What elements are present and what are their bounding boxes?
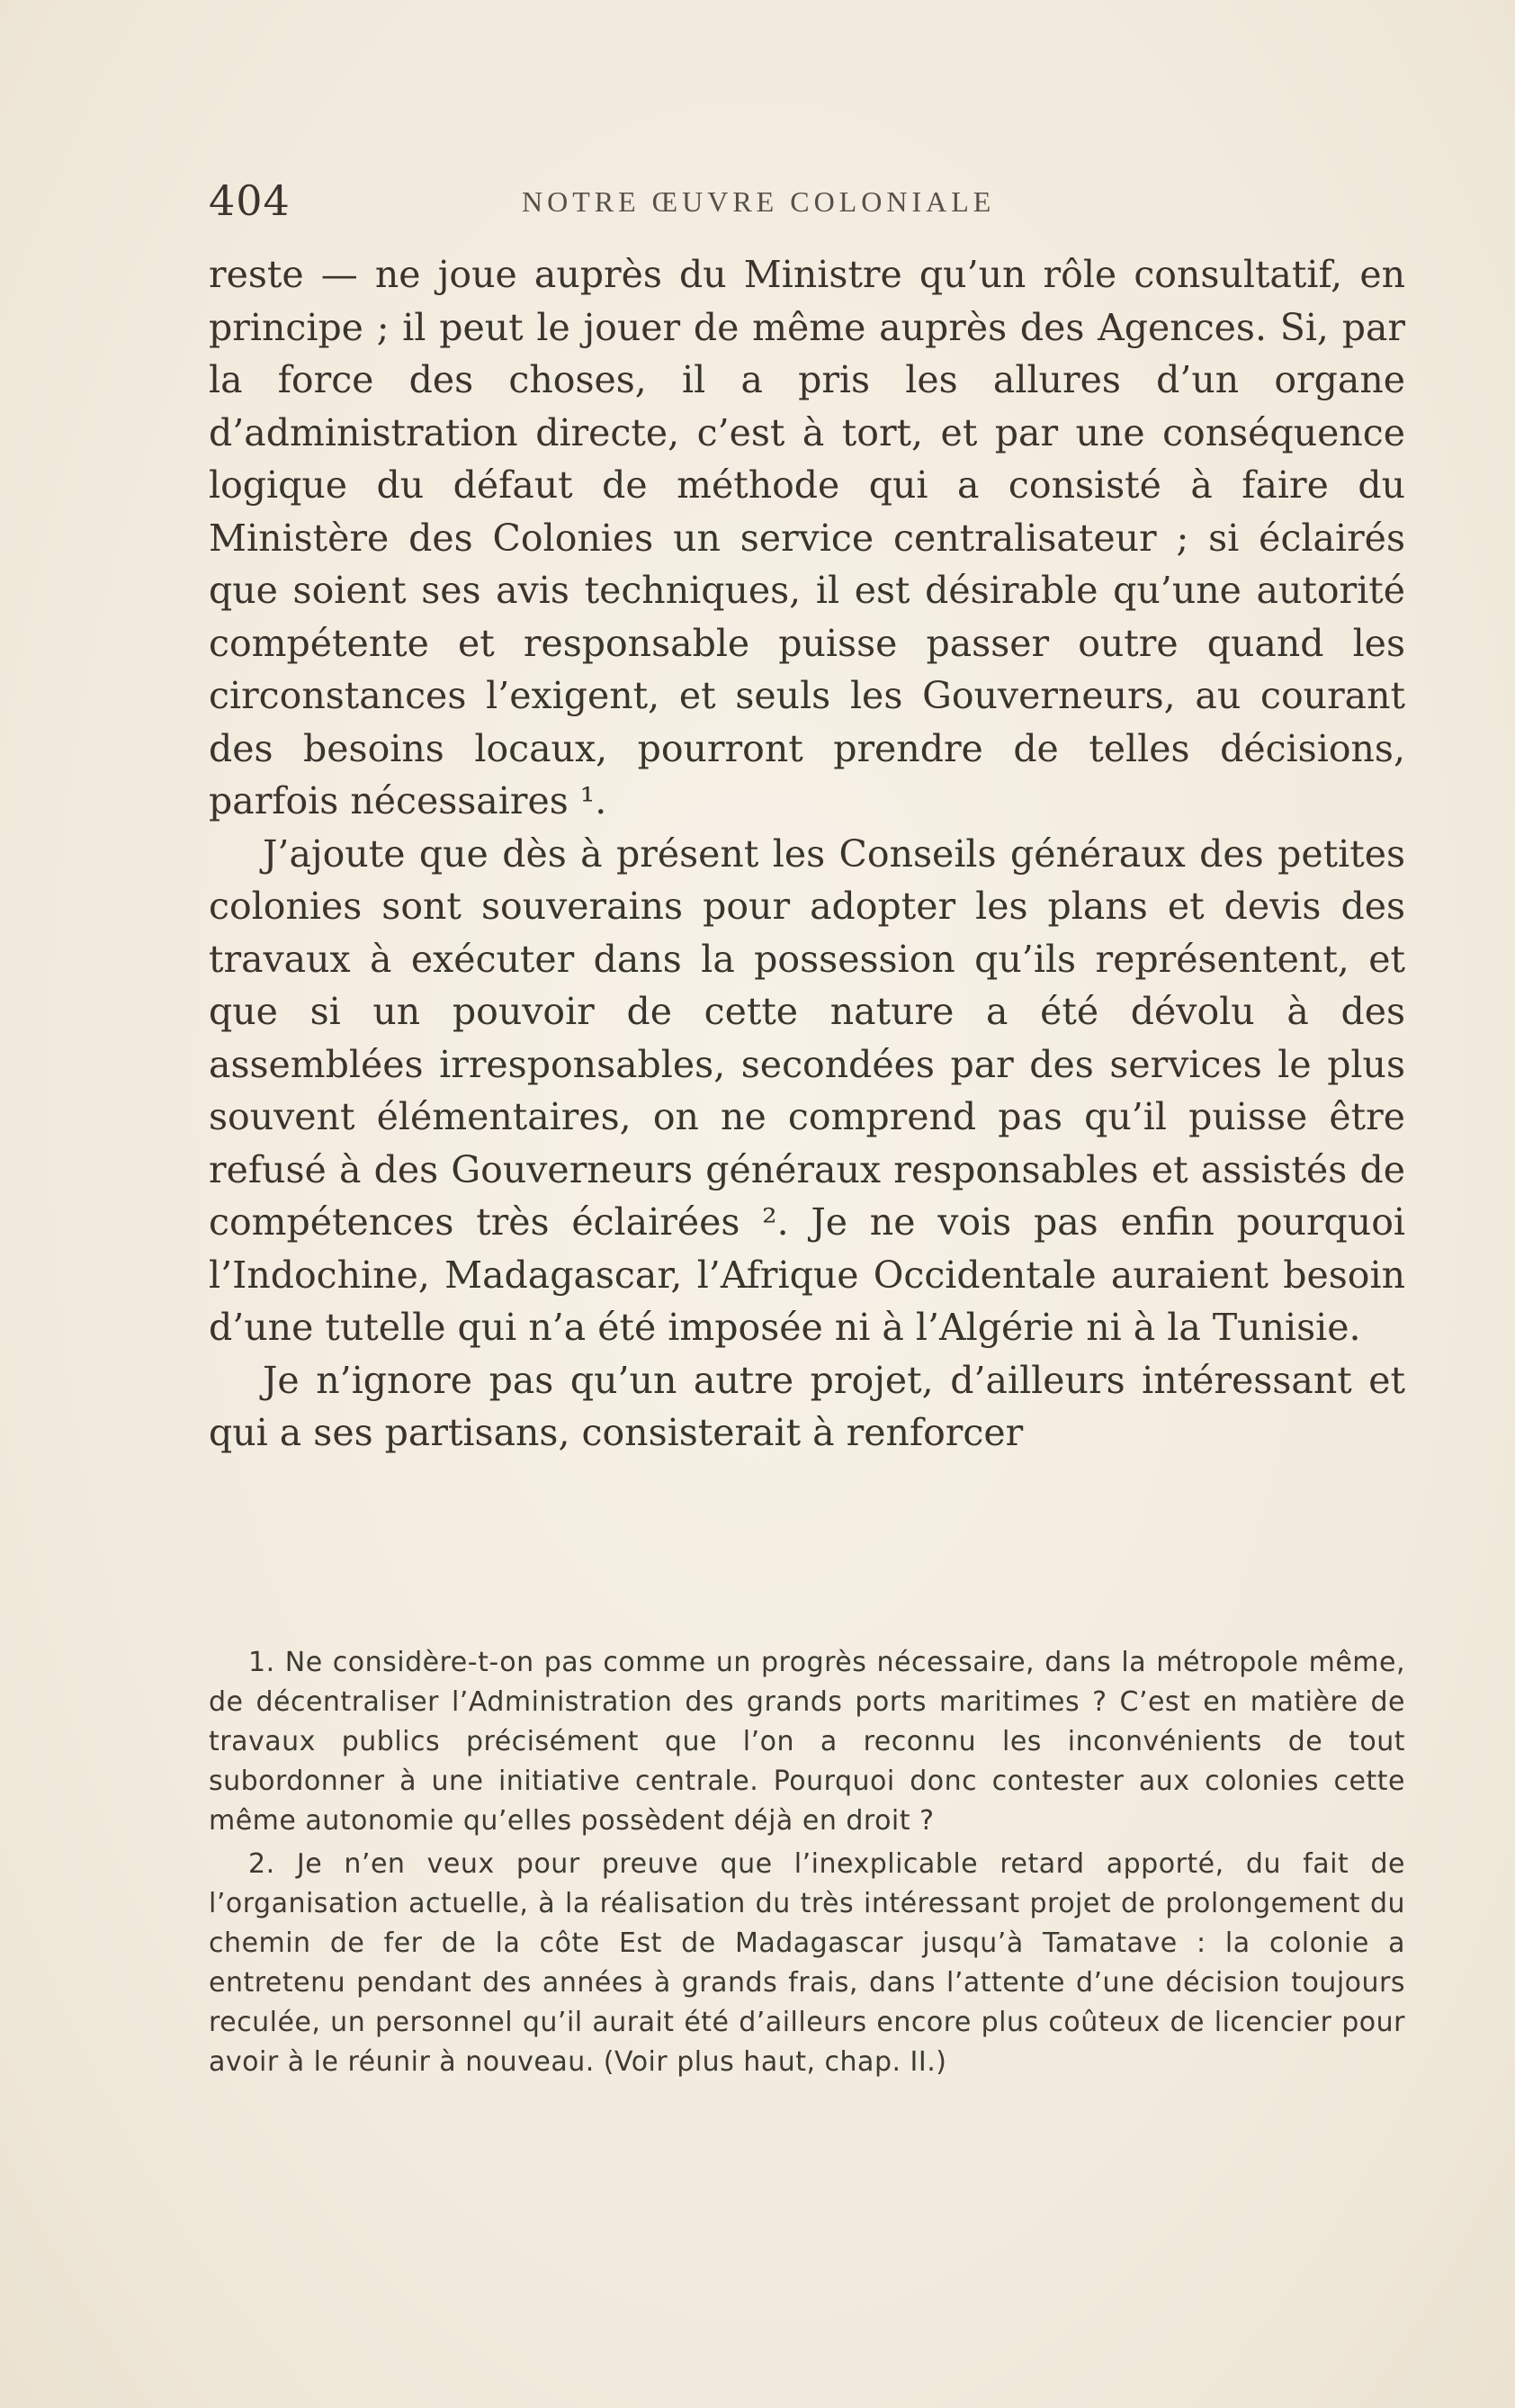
paragraph: reste — ne joue auprès du Ministre qu’un rôle consultatif, en principe ; il peut le jouer de même auprès des Agences. Si, par la force des choses, il a pris les allures d’un organe d’administration directe, c’est à tort, et par une conséquence logique du défaut de méthode qui a consisté à faire du Ministère des Colonies un service centralisateur ; si éclairés que soient ses avis techniques, il est désirable qu’une autorité compétente et responsable puisse passer outre quand les circonstances l’exigent, et seuls les Gouverneurs, au courant des besoins locaux, pourront prendre de telles décisions, parfois nécessaires ¹.	[209, 253, 1405, 822]
paragraph: J’ajoute que dès à présent les Conseils généraux des petites colonies sont souverains pour adopter les plans et devis des travaux à exécuter dans la possession qu’ils représentent, et que si un pouvoir de cette nature a été dévolu à des assemblées irresponsables, secondées par des services le plus souvent élémentaires, on ne comprend pas qu’il puisse être refusé à des Gouverneurs généraux responsables et assistés de compétences très éclairées ². Je ne vois pas enfin pourquoi l’Indochine, Madagascar, l’Afrique Occidentale auraient besoin d’une tutelle qui n’a été imposée ni à l’Algérie ni à la Tunisie.	[209, 831, 1405, 1349]
paragraph: Je n’ignore pas qu’un autre projet, d’ailleurs intéressant et qui a ses partisans, consisterait à renforcer	[209, 1358, 1405, 1454]
page-number: 404	[209, 176, 291, 225]
footnote: 2. Je n’en veux pour preuve que l’inexplicable retard apporté, du fait de l’organisation actuelle, à la réalisation du très intéressant projet de prolongement du chemin de fer de la côte Est de Madagascar jusqu’à Tamatave : la colonie a entretenu pendant des années à grands frais, dans l’attente d’une décision toujours reculée, un personnel qu’il aurait été d’ailleurs encore plus coûteux de licencier pour avoir à le réunir à nouveau. (Voir plus haut, chap. II.)	[209, 1848, 1405, 2078]
footnote: 1. Ne considère-t-on pas comme un progrès nécessaire, dans la métropole même, de décentraliser l’Administration des grands ports maritimes ? C’est en matière de travaux publics précisément que l’on a reconnu les inconvénients de tout subordonner à une initiative centrale. Pourquoi donc contester aux colonies cette même autonomie qu’elles possèdent déjà en droit ?	[209, 1647, 1405, 1837]
page-header	[209, 176, 1405, 230]
running-title: NOTRE ŒUVRE COLONIALE	[522, 185, 996, 218]
main-text	[209, 248, 1405, 1460]
footnotes	[209, 1643, 1405, 2086]
